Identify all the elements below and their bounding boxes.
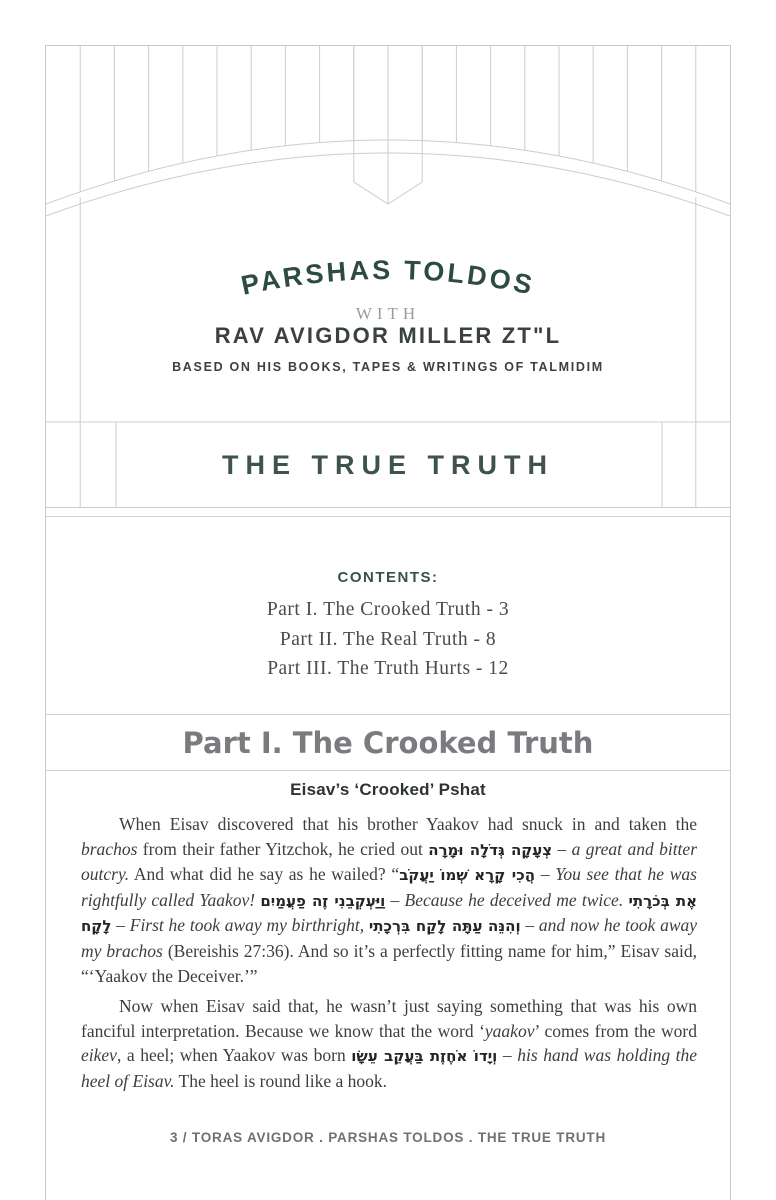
body-text: (Bereishis 27:36). And so it’s a perfectly fitting name for him,” Eisav said, “‘Yaakov the Deceiver.’” xyxy=(81,940,697,986)
body-text: – xyxy=(535,864,556,885)
body-text: And what did he say as he wailed? “ xyxy=(129,864,400,885)
sheet-border xyxy=(45,45,731,1200)
translation-italic: eikev xyxy=(81,1045,117,1066)
body-text: – xyxy=(111,915,130,936)
translation-italic: a great and bitter outcry. xyxy=(81,838,698,885)
svg-text:PARSHAS TOLDOS xyxy=(239,255,538,301)
hebrew-phrase: וַיַּעְקְבֵנִי זֶה פַעֲמַיִם xyxy=(260,891,386,910)
hebrew-phrase: הֲכִי קָרָא שְׁמוֹ יַעֲקֹב xyxy=(399,866,536,885)
article-body xyxy=(81,812,697,1100)
section-heading-band xyxy=(46,714,730,771)
hebrew-phrase: צְעָקָה גְּדֹלָה וּמָרָה xyxy=(428,840,553,859)
with-label: WITH xyxy=(355,304,421,323)
article-subheading: Eisav’s ‘Crooked’ Pshat xyxy=(290,780,486,799)
hebrew-phrase: אֶת בְּכֹרָתִי לָקָח xyxy=(81,891,698,936)
contents-list xyxy=(46,595,730,684)
author-name: RAV AVIGDOR MILLER ZT"L xyxy=(214,323,562,348)
page-footer: 3 / TORAS AVIGDOR . PARSHAS TOLDOS . THE TRUE TRUTH xyxy=(169,1130,607,1145)
body-text: – xyxy=(385,889,405,910)
translation-italic: and now he took away my brachos xyxy=(81,915,698,961)
article-paragraph xyxy=(81,812,697,988)
body-text: Now when Eisav said that, he wasn’t just saying something that was his own fanciful interpretation. Because we know that the word ‘ xyxy=(81,996,697,1041)
series-title: PARSHAS TOLDOS xyxy=(238,254,538,301)
section-heading: Part I. The Crooked Truth xyxy=(182,725,594,760)
translation-italic: You see that he was rightfully called Yaakov! xyxy=(81,864,697,910)
masthead-tagline: BASED ON HIS BOOKS, TAPES & WRITINGS OF TALMIDIM xyxy=(172,360,604,374)
body-text: , a heel; when Yaakov was born xyxy=(116,1045,352,1066)
body-text: ’ comes from the word xyxy=(534,1020,697,1041)
contents-box xyxy=(46,516,730,714)
translation-italic: yaakov xyxy=(484,1020,535,1041)
contents-item: Part III. The Truth Hurts - 12 xyxy=(267,658,509,679)
body-text: – xyxy=(520,915,539,936)
issue-title: THE TRUE TRUTH xyxy=(222,449,554,480)
contents-item: Part II. The Real Truth - 8 xyxy=(279,628,497,650)
translation-italic: Because he deceived me twice. xyxy=(404,889,624,910)
body-text: – xyxy=(552,838,572,859)
hebrew-phrase: וְהִנֵּה עַתָּה לָקַח בִּרְכָתִי xyxy=(368,917,521,936)
contents-heading: CONTENTS: xyxy=(337,569,439,586)
body-text: The heel is round like a hook. xyxy=(174,1070,388,1091)
body-text: – xyxy=(497,1045,518,1066)
translation-italic: First he took away my birthright, xyxy=(129,915,365,936)
contents-item: Part I. The Crooked Truth - 3 xyxy=(266,599,510,620)
translation-italic: brachos xyxy=(81,838,138,859)
hebrew-phrase: וְיָדוֹ אֹחֶזֶת בַּעֲקֵב עֵשָׂו xyxy=(351,1047,498,1066)
translation-italic: his hand was holding the heel of Eisav. xyxy=(81,1045,698,1091)
body-text: When Eisav discovered that his brother Yaakov had snuck in and taken the xyxy=(119,814,697,834)
article-paragraph xyxy=(81,994,697,1093)
body-text: from their father Yitzchok, he cried out xyxy=(137,838,429,859)
